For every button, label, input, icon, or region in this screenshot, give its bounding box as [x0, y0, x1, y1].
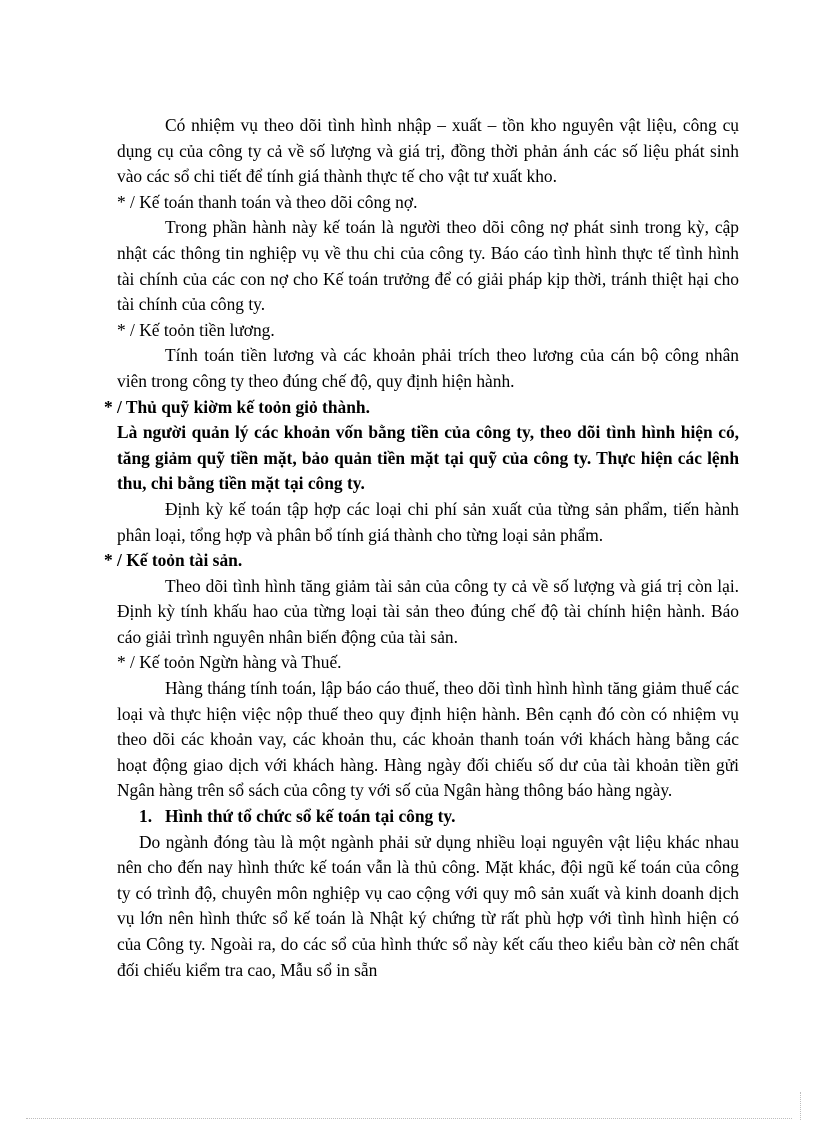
paragraph-costing: Định kỳ kế toán tập hợp các loại chi phí sản xuất của từng sản phẩm, tiến hành phân loại, tổng hợp và phân bổ tính giá thành cho từng loại sản phẩm.	[117, 498, 739, 545]
paragraph-assets: Theo dõi tình hình tăng giảm tài sản của công ty cả về số lượng và giá trị còn lại. Định kỳ tính khấu hao của từng loại tài sản theo đúng chế độ tài chính hiện hành. Báo cáo giải trình nguyên nhân biến động của tài sản.	[117, 575, 739, 647]
section-heading-bookkeeping	[117, 804, 739, 830]
paragraph-bank-tax: Hàng tháng tính toán, lập báo cáo thuế, theo dõi tình hình hình tăng giảm thuế các loại và thực hiện việc nộp thuế theo quy định hiện hành. Bên cạnh đó còn có nhiệm vụ theo dõi các khoản vay, các khoản thu, các khoản thanh toán với khách hàng bằng các hoạt động giao dịch với khách hàng. Hàng ngày đối chiếu số dư của tài khoản tiền gửi Ngân hàng trên sổ sách của công ty với số của Ngân hàng thông báo hàng ngày.	[117, 678, 739, 801]
heading-bank-tax: * / Kế toỏn Ngừn hàng và Thuế.	[117, 652, 342, 673]
paragraph-payment-debt: Trong phần hành này kế toán là người theo dõi công nợ phát sinh trong kỳ, cập nhật các thông tin nghiệp vụ về thu chi của công ty. Báo cáo tình hình thực tế tình hình tài chính của các con nợ cho Kế toán trưởng để có giải pháp kịp thời, tránh thiệt hại cho tài chính của công ty.	[117, 217, 739, 315]
paragraph-bookkeeping: Do ngành đóng tàu là một ngành phải sử dụng nhiều loại nguyên vật liệu khác nhau nên cho đến nay hình thức kế toán vẫn là thủ công. Mặt khác, đội ngũ kế toán của công ty có trình độ, chuyên môn nghiệp vụ cao cộng với quy mô sản xuất và kinh doanh dịch vụ lớn nên hình thức sổ kế toán là Nhật ký chứng từ rất phù hợp với tình hình hiện có của Công ty. Ngoài ra, do các sổ của hình thức sổ này kết cấu theo kiểu bàn cờ nên chất đối chiếu kiểm tra cao, Mẫu sổ in sẵn	[117, 831, 739, 980]
heading-payment-debt: * / Kế toán thanh toán và theo dõi công nợ.	[117, 191, 418, 212]
document-body	[104, 113, 739, 983]
page-bottom-border	[26, 1118, 792, 1119]
section-title: Hình thứ tổ chức sổ kế toán tại công ty.	[165, 806, 456, 827]
paragraph-salary: Tính toán tiền lương và các khoản phải trích theo lương của cán bộ công nhân viên trong công ty theo đúng chế độ, quy định hiện hành.	[117, 345, 739, 391]
heading-treasurer: * / Thủ quỹ kiờm kế toỏn giỏ thành.	[104, 396, 370, 417]
heading-assets: * / Kế toỏn tài sản.	[104, 550, 243, 571]
section-number: 1.	[139, 806, 153, 827]
paragraph-materials-duty: Có nhiệm vụ theo dõi tình hình nhập – xuất – tồn kho nguyên vật liệu, công cụ dụng cụ của công ty cả về số lượng và giá trị, đồng thời phản ánh các số liệu phát sinh vào các sổ chi tiết để tính giá thành thực tế cho vật tư xuất kho.	[117, 115, 739, 187]
heading-salary: * / Kế toỏn tiền lương.	[117, 319, 275, 340]
page-corner-border	[800, 1092, 801, 1120]
paragraph-treasurer: Là người quản lý các khoản vốn bằng tiền của công ty, theo dõi tình hình hiện có, tăng giảm quỹ tiền mặt, bảo quản tiền mặt tại quỹ của công ty. Thực hiện các lệnh thu, chi bằng tiền mặt tại công ty.	[117, 422, 739, 494]
